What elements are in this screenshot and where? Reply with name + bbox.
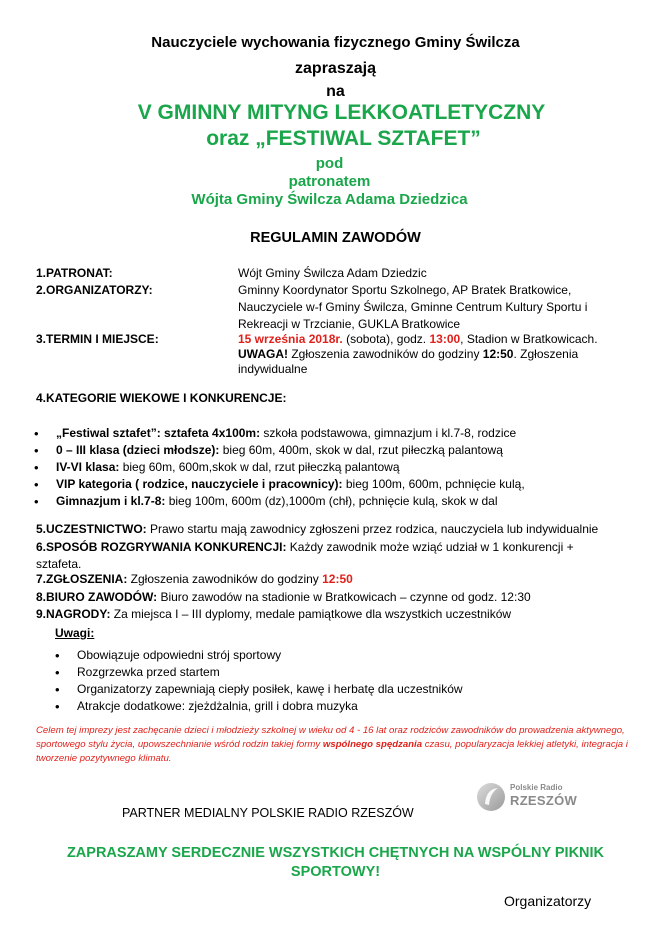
list-item: • „Festiwal sztafet”: sztafeta 4x100m: szkoła podstawowa, gimnazjum i kl.7-8, rodzice xyxy=(34,425,525,442)
closing-line2: SPORTOWY! xyxy=(290,864,381,880)
partner-text: PARTNER MEDIALNY POLSKIE RADIO RZESZÓW xyxy=(122,806,414,820)
event-date: 15 września 2018r. xyxy=(238,332,343,346)
event-title: V GMINNY MITYNG LEKKOATLETYCZNY xyxy=(137,101,546,124)
event-time: 13:00 xyxy=(429,332,461,346)
header-pod: pod xyxy=(315,155,344,172)
uczestnictwo-row: 5.UCZESTNICTWO: Prawo startu mają zawodnicy zgłoszeni przez rodzica, nauczyciela lub indywidualnie xyxy=(36,522,599,536)
uwagi-list xyxy=(55,647,463,715)
deadline-time: 12:50 xyxy=(482,347,514,361)
list-item: • 0 – III klasa (dzieci młodsze): bieg 60m, 400m, skok w dal, rzut piłeczką palantową xyxy=(34,442,525,459)
sposob-row: 6.SPOSÓB ROZGRYWANIA KONKURENCJI: Każdy zawodnik może wziąć udział w 1 konkurencji + xyxy=(36,540,574,554)
uwaga-label: UWAGA! xyxy=(238,347,288,361)
nagrody-row: 9.NAGRODY: Za miejsca I – III dyplomy, medale pamiątkowe dla wszystkich uczestników xyxy=(36,607,512,621)
logo-top-text: Polskie Radio xyxy=(510,783,563,792)
kategorie-label: 4.KATEGORIE WIEKOWE I KONKURENCJE: xyxy=(36,391,287,405)
termin-label: 3.TERMIN I MIEJSCE: xyxy=(36,332,159,346)
list-item: • Organizatorzy zapewniają ciepły posiłek, kawę i herbatę dla uczestników xyxy=(55,681,463,698)
organizatorzy-line1: Gminny Koordynator Sportu Szkolnego, AP Bratek Bratkowice, xyxy=(238,283,572,297)
organizatorzy-label: 2.ORGANIZATORZY: xyxy=(36,283,153,297)
radio-logo-icon xyxy=(476,780,506,814)
header-patronatem: patronatem xyxy=(288,173,371,190)
header-line2: zapraszają xyxy=(295,60,376,77)
regulamin-title: REGULAMIN ZAWODÓW xyxy=(250,230,421,246)
zgloszenia-row: 7.ZGŁOSZENIA: Zgłoszenia zawodników do godziny 12:50 xyxy=(36,572,353,586)
organizatorzy-line3: Rekreacji w Trzcianie, GUKLA Bratkowice xyxy=(238,317,461,331)
closing-line1: ZAPRASZAMY SERDECZNIE WSZYSTKICH CHĘTNYCH NA WSPÓLNY PIKNIK xyxy=(66,845,605,861)
purpose-note: Celem tej imprezy jest zachęcanie dzieci i młodzieży szkolnej w wieku od 4 - 16 lat oraz rodziców zawodników do prowadzenia aktywnego, sportowego stylu życia, upowszechnianie wśród rodzin takiej formy wspólnego spędzania czasu, popularyzacja lekkiej atletyki, integracja i tworzenie pozytywnego klimatu. xyxy=(36,725,628,764)
polskie-radio-logo xyxy=(476,779,596,815)
list-item: • IV-VI klasa: bieg 60m, 600m,skok w dal, rzut piłeczką palantową xyxy=(34,459,525,476)
list-item: • Obowiązuje odpowiedni strój sportowy xyxy=(55,647,463,664)
signature: Organizatorzy xyxy=(504,893,592,909)
header-line3: na xyxy=(326,83,345,100)
logo-bottom-text: RZESZÓW xyxy=(510,793,578,808)
uwagi-title: Uwagi: xyxy=(55,626,95,640)
event-subtitle: oraz „FESTIWAL SZTAFET” xyxy=(206,127,481,150)
organizatorzy-line2: Nauczyciele w-f Gminy Świlcza, Gminne Centrum Kultury Sportu i xyxy=(238,300,588,314)
list-item: • Rozgrzewka przed startem xyxy=(55,664,463,681)
biuro-row: 8.BIURO ZAWODÓW: Biuro zawodów na stadionie w Bratkowicach – czynne od godz. 12:30 xyxy=(36,590,531,604)
header-patron: Wójta Gminy Świlcza Adama Dziedzica xyxy=(191,191,468,208)
header-line1: Nauczyciele wychowania fizycznego Gminy Świlcza xyxy=(151,34,520,51)
list-item: • VIP kategoria ( rodzice, nauczyciele i pracownicy): bieg 100m, 600m, pchnięcie kulą, xyxy=(34,476,525,493)
list-item: • Atrakcje dodatkowe: zjeżdżalnia, grill i dobra muzyka xyxy=(55,698,463,715)
zgloszenia-time: 12:50 xyxy=(322,572,353,586)
list-item: • Gimnazjum i kl.7-8: bieg 100m, 600m (dz),1000m (chł), pchnięcie kulą, skok w dal xyxy=(34,493,525,510)
sposob-row-cont: sztafeta. xyxy=(36,557,82,571)
termin-line2: UWAGA! Zgłoszenia zawodników do godziny 12:50. Zgłoszenia xyxy=(238,347,579,361)
termin-line3: indywidualne xyxy=(238,362,308,376)
patronat-label: 1.PATRONAT: xyxy=(36,266,113,280)
termin-line1: 15 września 2018r. (sobota), godz. 13:00, Stadion w Bratkowicach. xyxy=(238,332,598,346)
kategorie-list xyxy=(34,425,525,510)
patronat-value: Wójt Gminy Świlcza Adam Dziedzic xyxy=(238,266,427,280)
